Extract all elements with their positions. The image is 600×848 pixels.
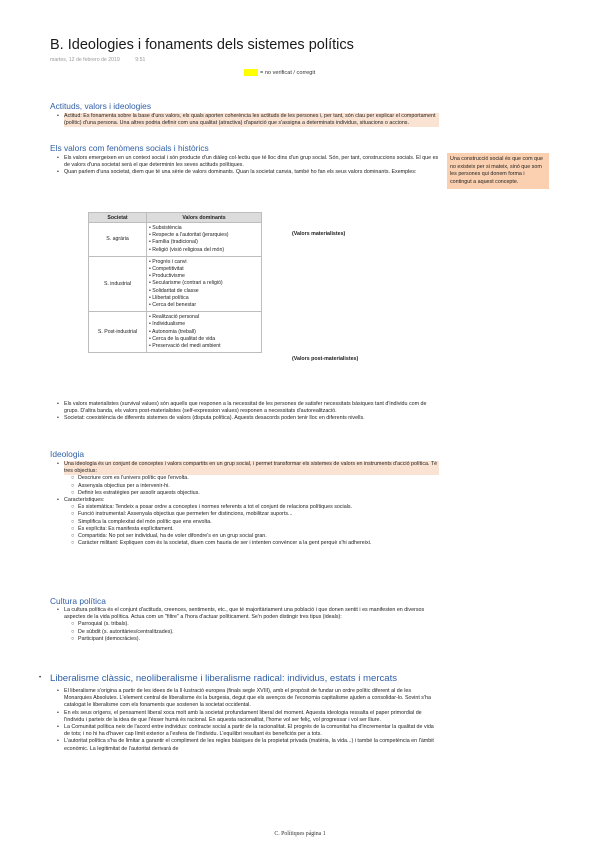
list-item: ○ És explícita: Es manifesta explícitament. (71, 525, 174, 532)
table-header: Valors dominants (147, 213, 262, 223)
society-cell: S. agrària (89, 223, 147, 257)
label-postmaterialist: (Valors post-materialistes) (292, 356, 359, 362)
society-values-table (88, 212, 262, 353)
list-item: • La cultura política és el conjunt d'actituds, creences, sentiments, etc., que té majoritàriament una població i que donen sentit i es manifesten en diversos aspectes de la vida política. Actua com un "filtre" a l'hora d'actuar políticament. Se'n poden distingir tres tipus (ideals): (57, 607, 425, 621)
society-cell: S. industrial (89, 256, 147, 311)
value-item: • Subsistència (149, 225, 182, 231)
list-item: ○ De súbdit (s. autoritàries/centralitzades). (71, 628, 174, 635)
value-item: • Religió (visió religiosa del món) (149, 246, 225, 253)
list-item: • Quan parlem d'una societat, diem que té una sèrie de valors dominants. Quan la societat canvia, també ho fan els seus valors dominants. Exemples: (57, 169, 417, 176)
heading-ideologia: Ideologia (50, 449, 84, 459)
values-cell (147, 256, 262, 311)
list-item: • L'autoritat política s'ha de limitar a garantir el compliment de les regles bàsiques de la propietat privada (matèria, la vida...) i també la competència en l'àmbit econòmic. La legitimitat de l'autoritat derivarà de (57, 738, 434, 752)
ideologia-block (57, 461, 439, 547)
list-item: • El liberalisme s'origina a partir de les idees de la Il·lustració europea (finals segle XVIII), amb el propòsit de fundar un ordre polític diferent al de les Monarquies Absolutes. L'element central de liberalisme és la burgesia, degut que els avenços de l'economia capitalisme ajuden a consolidar-lo. Sovint s'ha catalogat le liberalisme com els fonaments que sostenen la societat occidental. (57, 688, 431, 709)
heading-valors: Els valors com fenòmens socials i històrics (50, 143, 209, 153)
values-cell (147, 223, 262, 257)
table-row (89, 312, 262, 353)
side-note: Una construcció social és que com que no existeix per si mateix, sinó que som les persones qui donem forma i contingut a aquest concepte. (447, 153, 549, 189)
list-item: ○ Descriure com es l'univers polític que l'envolta. (71, 475, 189, 482)
list-item: ○ Participant (democràcies). (71, 635, 141, 642)
cultura-block (57, 607, 439, 643)
list-item: ○ Definir les estratègies per assolir aquests objectius. (71, 489, 200, 496)
highlight-swatch (244, 69, 258, 76)
value-item: • Cerca de la qualitat de vida (149, 335, 216, 342)
table-header-row (89, 213, 262, 223)
value-item: • Família (tradicional) (149, 239, 198, 246)
table-row (89, 223, 262, 257)
types-list (64, 621, 439, 643)
value-item: • Secularisme (contrari a religió) (149, 280, 223, 287)
society-cell: S. Post-industrial (89, 312, 147, 353)
table-row (89, 256, 262, 311)
list-item: ○ Compartida: No pot ser individual, ha de voler difondre's en un grup social gran. (71, 533, 267, 540)
list-item: • Societat: coexistència de diferents sistemes de valors (disputa política). Aquests desacords poden tenir lloc en diferents nivells. (57, 415, 365, 422)
value-item: • Cerca del benestar (149, 302, 197, 309)
page-time: 9:51 (135, 57, 146, 63)
page-date: martes, 12 de febrero de 2019 (50, 57, 120, 63)
page-footer: C. Polítiques página 1 (274, 831, 326, 837)
liberalisme-list (57, 688, 439, 753)
heading-actituds: Actituds, valors i ideologies (50, 101, 152, 111)
characteristics-list (64, 504, 439, 547)
list-item: • Els valors materialistes (survival values) són aquells que responen a la necessitat de les persones de satisfer necessitats bàsiques tant d'individu com de grups. D'altra banda, els valors post-materialistes (self-expression values) responen a necessitats d'autorealització. (57, 401, 427, 415)
heading-liberalisme: Liberalisme clàssic, neoliberalisme i liberalisme radical: individus, estats i mercats (50, 673, 398, 684)
values-cell (147, 312, 262, 353)
legend (244, 69, 315, 76)
margin-marker: • (39, 675, 42, 681)
value-item: • Respecte a l'autoritat (jerarquies) (149, 232, 229, 239)
table-header: Societat (89, 213, 147, 223)
list-item: ○ Parroquial (s. tribals). (71, 621, 129, 628)
page-meta (50, 57, 159, 63)
valors-list (57, 155, 439, 177)
list-item: ○ Simplifica la complexitat del món polític que ens envolta. (71, 518, 212, 525)
list-item: ○ Assenyala objectius per a intervenir-hi. (71, 482, 170, 489)
value-item: • Progrés i canvi (149, 258, 187, 265)
list-item: ○ Funció instrumental: Assenyala objectius que permeten fer distincions, mobilitzar suports... (71, 511, 293, 518)
value-item: • Realització personal (149, 314, 199, 321)
actituds-list (57, 113, 439, 127)
valors-after-list (57, 401, 439, 423)
value-item: • Preservació del medi ambient (149, 343, 221, 350)
list-item: • Una ideologia és un conjunt de conceptes i valors compartits en un grup social, i permet transformar els sistemes de valors en instruments d'acció política. Té tres objectius: (57, 461, 438, 475)
list-item: ○ Caràcter militant: Expliquen com és la societat, diuen com hauria de ser i intenten convèncer a la gent perquè s'hi adhereixi. (71, 540, 372, 547)
value-item: • Individualisme (149, 321, 186, 328)
objectives-list (64, 475, 439, 497)
page-title: B. Ideologies i fonaments dels sistemes polítics (50, 37, 354, 53)
value-item: • Competitivitat (149, 266, 184, 273)
value-item: • Llibertat política (149, 294, 189, 301)
list-item: • Actitud: Es fonamenta sobre la base d'uns valors, els quals aporten coherència les actituds de les persones i, per tant, són clau per explicar el comportament (polític) d'una persona. Una altres podria definir com una qualitat (atractiva) d'aparició que s'assigna a determinats individus, situacions o accions. (64, 113, 439, 127)
heading-cultura: Cultura política (50, 596, 106, 606)
list-item: • En els seus orígens, el pensament liberal xoca molt amb la societat profundament liberal del moment. Aquesta ideologia ressalta el paper primordial de l'individu i parteix de la idea de que l'ésser humà és racional. En aquesta racionalitat, l'home vol ser feliç, vol progressar i vol ser lliure. (57, 709, 422, 723)
list-item: • Els valors emergeixen en un context social i són producte d'un diàleg col·lectiu que té lloc dins d'un grup social. Són, per tant, construccions socials. El que es de valors d'una societat serà el que determinin les seves actituds polítiques. (57, 155, 439, 169)
value-item: • Autonomia (treball) (149, 328, 196, 335)
list-item: ○ És sistemàtica: Tendeix a posar ordre a conceptes i normes referents a tot el conjunt de relacions polítiques socials. (71, 504, 353, 511)
legend-text: = no verificat / corregit (260, 69, 316, 76)
list-item: • La Comunitat política neix de l'acord entre individus: contracte social a partir de la racionalitat. El progrés de la comunitat ha d'incrementar la qualitat de vida de tots; i no hi ha d'haver cap límit exterior a l'esfera de l'individu. L'equilibri resultant és beneficiós per a tots. (57, 724, 434, 738)
label-materialist: (Valors materialistes) (292, 231, 346, 237)
value-item: • Productivisme (149, 273, 185, 280)
list-item: • Característiques: (57, 497, 105, 504)
value-item: • Solidaritat de classe (149, 287, 199, 294)
